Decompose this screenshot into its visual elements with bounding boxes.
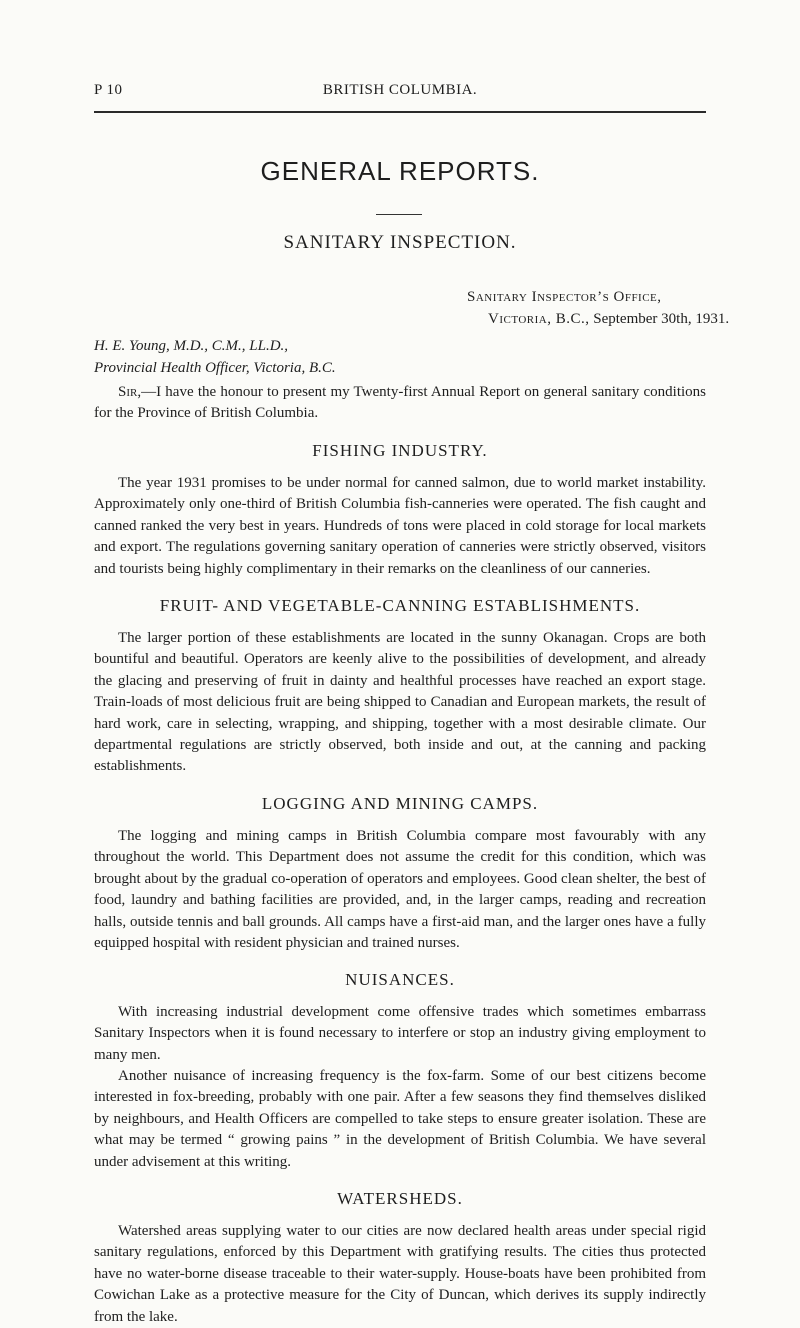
paragraph-watersheds: Watershed areas supplying water to our cities are now declared health areas under special rigid sanitary regulations, enforced by this Department with gratifying results. The cities thus protected have no water-borne disease traceable to their water-supply. House-boats have been prohibited from Cowichan Lake as a protective measure for the City of Duncan, which derives its supply indirectly from the lake. [94, 1223, 706, 1325]
section-heading-watersheds: WATERSHEDS. [337, 1189, 463, 1208]
addressee-title: Provincial Health Officer, Victoria, B.C. [94, 360, 336, 376]
page-number: P 10 [94, 82, 123, 98]
addressee-name: H. E. Young, M.D., C.M., LL.D., [94, 338, 289, 354]
paragraph-fishing: The year 1931 promises to be under normal for canned salmon, due to world market instability. Approximately only one-third of British Columbia fish-canneries were operated. The fish caught and canned ranked the very best in years. Hundreds of tons were placed in cold storage for local markets and export. The regulations governing sanitary operation of canneries were strictly observed, visitors and tourists being highly complimentary in their remarks on the cleanliness of our canneries. [94, 475, 706, 577]
opening-paragraph [94, 382, 706, 425]
office-line: Sanitary Inspector’s Office, [467, 289, 662, 305]
running-title: BRITISH COLUMBIA. [322, 82, 478, 98]
paragraph-logging: The logging and mining camps in British Columbia compare most favourably with any throughout the world. This Department does not assume the credit for this condition, which was brought about by the gradual co-operation of operators and employees. Good clean shelter, the best of food, laundry and bathing facilities are provided, and, in the larger camps, reading and recreation halls, outside tennis and ball grounds. All camps have a first-aid man, and the larger ones have a fully equipped hospital with resident physician and trained nurses. [94, 828, 706, 952]
section-heading-fishing: FISHING INDUSTRY. [312, 441, 488, 460]
paragraph-nuisances-2: Another nuisance of increasing frequency is the fox-farm. Some of our best citizens become interested in fox-breeding, probably with one pair. After a few seasons they find themselves disliked by neighbours, and Health Officers are compelled to take steps to ensure greater isolation. These are what may be termed “ growing pains ” in the development of British Columbia. We have several under advisement at this writing. [94, 1068, 706, 1170]
salutation: Sir, [118, 384, 142, 400]
paragraph-fruit: The larger portion of these establishments are located in the sunny Okanagan. Crops are both bountiful and beautiful. Operators are keenly alive to the possibilities of development, and already the glacing and preserving of fruit in dainty and healthful processes have reached an export stage. Train-loads of most delicious fruit are being shipped to Canadian and European markets, the result of hard work, care in selecting, wrapping, and shipping, together with a most desirable climate. Our departmental regulations are strictly observed, both inside and out, at the canning and packing establishments. [94, 630, 706, 775]
header-rule [94, 111, 706, 113]
addressee [94, 335, 336, 379]
section-heading-nuisances: NUISANCES. [345, 970, 455, 989]
section-heading-logging: LOGGING AND MINING CAMPS. [261, 794, 539, 813]
paragraph-nuisances-1: With increasing industrial development come offensive trades which sometimes embarrass Sanitary Inspectors when it is found necessary to interfere or stop an industry giving employment to many men. [94, 1004, 706, 1063]
dateline [488, 311, 729, 328]
dateline-date: September 30th, 1931. [593, 311, 730, 327]
title-divider [376, 214, 422, 215]
report-title: SANITARY INSPECTION. [283, 232, 517, 253]
page-title: GENERAL REPORTS. [260, 156, 540, 186]
section-heading-fruit: FRUIT- AND VEGETABLE-CANNING ESTABLISHMENTS. [159, 596, 641, 615]
opening-text: —I have the honour to present my Twenty-first Annual Report on general sanitary conditions for the Province of British Columbia. [94, 384, 706, 422]
dateline-place: Victoria, B.C., [488, 311, 590, 327]
